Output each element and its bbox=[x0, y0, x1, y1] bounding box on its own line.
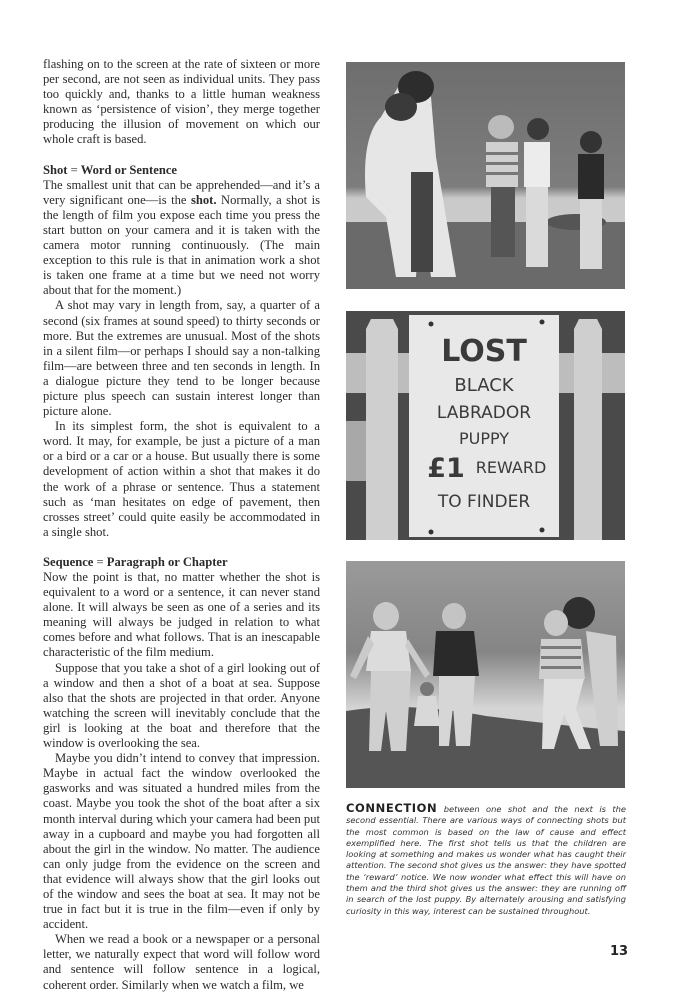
sign-line-lost: LOST bbox=[441, 334, 527, 369]
intro-paragraph: flashing on to the screen at the rate of sixteen or more per second, are not seen as individual units. They pass too quickly and, thanks to a little human weakness known as ‘persistence of vision’, they merge together producing the illusion of movement on which our whole craft is based. bbox=[43, 57, 320, 147]
sequence-paragraph-4: When we read a book or a newspaper or a personal letter, we naturally expect that word will follow word and sentence will follow sentence in a logical, coherent order. Similarly when we watch a film, we bbox=[43, 932, 320, 992]
body-text-column bbox=[43, 57, 320, 993]
shot-paragraph-1: The smallest unit that can be apprehended—and it’s a very significant one—is the shot. Normally, a shot is the length of film you expose each time you press the start button on your camera and it is taken with the camera motor running continuously. (The main exception to this rule is that in animation work a shot is taken one frame at a time but we need not worry about that for the moment.) bbox=[43, 177, 320, 298]
caption-lead: CONNECTION bbox=[346, 801, 438, 815]
photo-caption bbox=[346, 803, 626, 917]
page-number: 13 bbox=[610, 944, 629, 959]
sequence-paragraph-1: Now the point is that, no matter whether the shot is equivalent to a word or a sentence, it can never stand alone. It will always be seen as one of a series and its meaning will always be judged in relation to what comes before and what follows. That is an inescapable characteristic of the film medium. bbox=[43, 570, 320, 660]
children-looking-image bbox=[346, 62, 625, 289]
sign-line-labrador: LABRADOR bbox=[436, 403, 532, 423]
sign-line-black: BLACK bbox=[454, 375, 514, 396]
lost-puppy-sign-image bbox=[346, 311, 625, 540]
photo-children-running bbox=[346, 561, 625, 788]
photo-children-looking bbox=[346, 62, 625, 289]
sequence-paragraph-3: Maybe you didn’t intend to convey that impression. Maybe in actual fact the window overlooked the gasworks and was situated a hundred miles from the coast. Maybe you took the shot of the boat after a six month interval during which your camera had been put away in a cupboard and maybe you had forgotten all about the girl in the window. No matter. The audience can only judge from the evidence on the screen and that evidence will always show that the girl looks out of the window and sees the boat at sea. It may not be true in fact but it is true in the film—even if only by accident. bbox=[43, 751, 320, 932]
sign-line-amount: £1 bbox=[427, 453, 465, 484]
sign-line-reward: REWARD bbox=[475, 458, 547, 477]
section-heading-shot: Shot = Word or Sentence bbox=[43, 162, 177, 177]
shot-paragraph-3: In its simplest form, the shot is equivalent to a word. It may, for example, be just a picture of a man or a bird or a car or a house. But usually there is some development of action within a shot that makes it do the work of a phrase or sentence. Thus a statement such as ‘man hesitates on edge of pavement, then crosses street’ could quite easily be accommodated in a single shot. bbox=[43, 419, 320, 539]
shot-paragraph-2: A shot may vary in length from, say, a quarter of a second (six frames at sound speed) to thirty seconds or more. But the extremes are unusual. Most of the shots in a silent film—or perhaps I should say a non-talking film—are between three and ten seconds in length. In a dialogue picture they tend to be longer because picture plus speech can sustain interest longer than picture alone. bbox=[43, 298, 320, 419]
section-heading-sequence: Sequence = Paragraph or Chapter bbox=[43, 554, 228, 569]
sequence-paragraph-2: Suppose that you take a shot of a girl looking out of a window and then a shot of a boat at sea. Suppose also that the shots are projected in that order. Anyone watching the screen will inevitably conclude that the girl is looking at the boat and therefore that the window is overlooking the sea. bbox=[43, 660, 320, 751]
caption-text: between one shot and the next is the second essential. There are various ways of connecting shots but the most common is based on the law of cause and effect exemplified here. The first shot tells us that the children are looking at something and makes us wonder what has caught their attention. The second shot gives us the answer: they have spotted the ‘reward’ notice. We now wonder what effect this will have on them and the third shot gives us the answer: they are running off in search of the lost puppy. By alternately arousing and satisfying curiosity in this way, interest can be sustained throughout. bbox=[346, 804, 626, 916]
sign-line-to-finder: TO FINDER bbox=[437, 492, 531, 512]
photo-lost-puppy-sign bbox=[346, 311, 625, 540]
sign-line-puppy: PUPPY bbox=[458, 429, 510, 448]
children-running-image bbox=[346, 561, 625, 788]
